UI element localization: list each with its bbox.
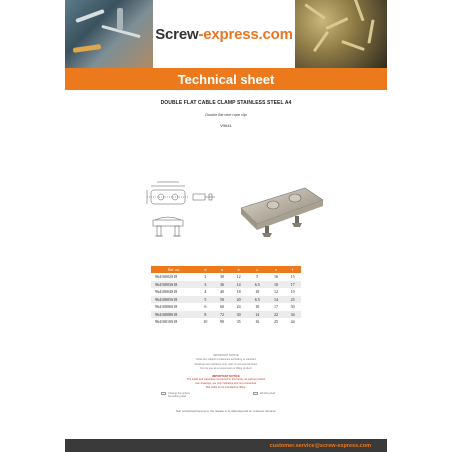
table-cell: 14 [247,311,268,319]
table-cell: 19 [290,289,295,295]
product-titles [65,100,387,128]
table-cell: 24 [236,304,241,310]
brand-logo[interactable]: Screw-express.com [153,0,295,68]
table-cell: 50 [214,296,231,304]
table-cell: 30 [290,304,295,310]
footer [65,439,387,452]
table-cell: 12 [273,289,278,295]
tools-photo [65,0,153,68]
table-row [151,311,301,319]
technical-drawing [143,172,223,248]
product-title: DOUBLE FLAT CABLE CLAMP STAINLESS STEEL A4 [160,100,292,106]
table-cell: 12 [236,274,241,280]
table-cell: 40 [219,289,224,295]
band-title: Technical sheet [177,71,275,87]
table-cell: 72 [214,311,231,319]
table-cell: 60 [219,304,224,310]
table-cell: 22 [268,311,285,319]
title-band [65,68,387,90]
legend-swatch [161,392,166,395]
table-cell: 5 [197,296,214,304]
table-cell: 17 [273,304,278,310]
product-subtitle: Double flat wire rope clip [205,113,247,117]
table-cell: 5 [256,274,259,280]
legend [157,391,317,403]
reference-cell: 96410003S18 [151,281,197,289]
table-cell: 8 [197,311,214,319]
table-cell: 34 [284,311,301,319]
table-row [151,288,301,296]
reference-cell: 96410010S18 [155,319,178,325]
table-header-cell: d [197,266,214,273]
notice-line: Drawings are indicative only, refer to commercial sheet [194,362,258,366]
table-cell: 10 [255,289,260,295]
notes-section [65,354,387,391]
table-header-cell: c [247,266,268,273]
customer-service-email[interactable]: customer.service@screw-express.com [269,442,371,449]
reference-cell: 96410005S18 [151,296,197,304]
table-header-cell: a [214,266,231,273]
table-cell: 18 [236,289,241,295]
product-code: V9641 [220,123,232,128]
table-row [151,296,301,304]
table-cell: 35 [236,319,241,325]
table-cell: 6.5 [247,296,268,304]
important-notice-heading: IMPORTANT NOTICE [212,373,240,378]
table-cell: 16 [273,274,278,280]
table-header-cell: b [230,266,247,273]
table-cell: 20 [230,296,247,304]
dimension-table [151,266,301,326]
important-notice-line: The loads and capacities mentioned in this family, as well as product [186,378,266,382]
notice-line: IMPORTANT NOTICE [213,354,239,357]
table-cell: 10 [203,319,208,325]
notice-line: Do not use as a suspension or lifting product [200,367,252,371]
table-cell: 30 [219,274,224,280]
table-cell: 14 [230,281,247,289]
screws-photo [295,0,387,68]
reference-cell: 96410006S18 [155,304,178,310]
reference-cell: 96410002S18 [155,274,178,280]
table-cell: 4 [204,289,207,295]
table-cell: 14 [268,296,285,304]
table-cell: 90 [219,319,224,325]
important-notice-line: Flat cable is not intended for lifting. [205,386,247,390]
table-header-cell: f [284,266,301,273]
table-cell: 6.5 [247,281,268,289]
legend-swatch [253,392,258,395]
important-notice-line: own drawings, are only indicative and not contractual. [195,382,257,386]
product-photo [235,178,327,238]
disclaimer: Non contractual document, the release in its data depends on customer demand. [175,409,277,413]
table-cell: 15 [290,274,295,280]
table-row [151,318,301,326]
table-cell: 2 [204,274,207,280]
table-cell: 30 [230,311,247,319]
table-cell: 6 [204,304,207,310]
notice-line: Sizes are subject to tolerance according to standard [196,358,256,362]
table-cell: 25 [273,319,278,325]
reference-cell: 96410008S18 [151,311,197,319]
technical-sheet-page [65,0,387,452]
table-cell: 36 [214,281,231,289]
legend-item-sphere: Change the sphere Smoothing load [161,392,190,399]
legend-item-working-load: Working load [253,392,275,395]
table-cell: 17 [284,281,301,289]
table-cell: 25 [284,296,301,304]
table-cell: 10 [255,304,260,310]
table-cell: 3 [197,281,214,289]
table-header-cell: e [268,266,285,273]
header [65,0,387,68]
table-header-cell: Ref. no. [151,266,197,273]
table-row [151,303,301,311]
table-row [151,281,301,289]
table-cell: 44 [290,319,295,325]
reference-cell: 96410004S18 [155,289,178,295]
table-cell: 16 [255,319,260,325]
table-row [151,273,301,281]
table-cell: 10 [268,281,285,289]
